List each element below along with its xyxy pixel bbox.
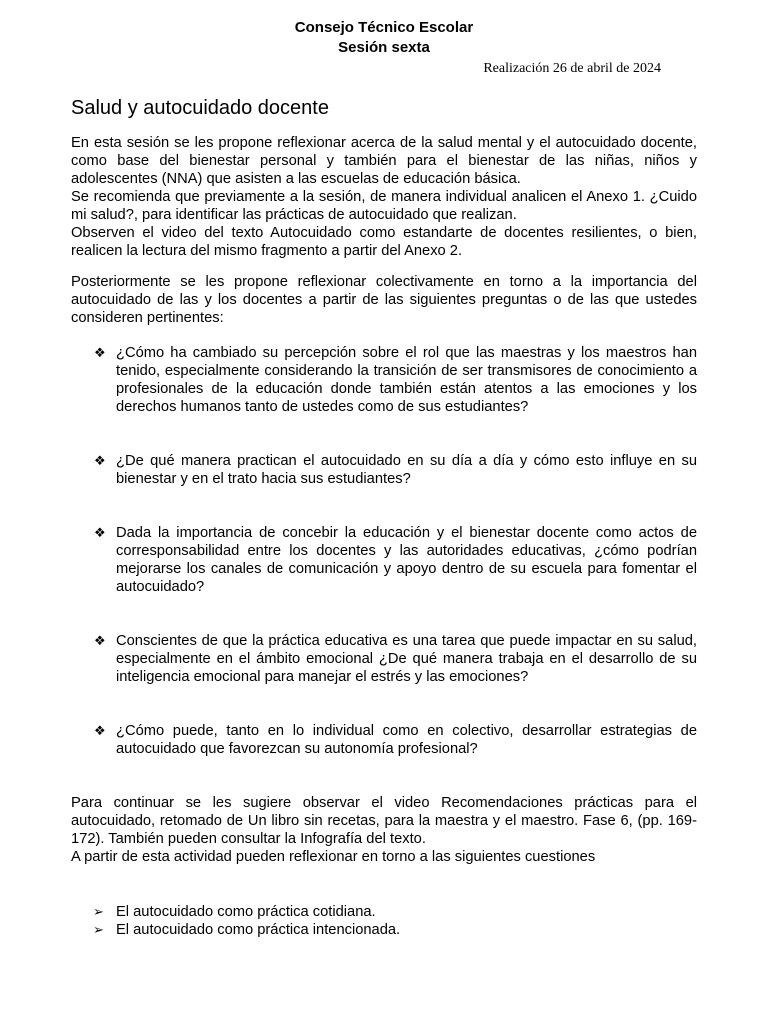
session-date: Realización 26 de abril de 2024 <box>483 61 661 76</box>
question-text: ¿De qué manera practican el autocuidado en su día a día y cómo esto influye en su bienestar y en el trato hacia sus estudiantes? <box>116 453 697 487</box>
intro-paragraph-2: Se recomienda que previamente a la sesión, de manera individual analicen el Anexo 1. ¿Cuido mi salud?, para identificar las prácticas de autocuidado que realizan. <box>71 189 697 223</box>
question-list <box>71 344 697 758</box>
closing-section <box>71 794 697 866</box>
intro-paragraph-3: Observen el video del texto Autocuidado como estandarte de docentes resilientes, o bien, realicen la lectura del mismo fragmento a partir del Anexo 2. <box>71 225 697 259</box>
document-page <box>71 18 697 939</box>
arrow-bullet-icon: ➢ <box>93 904 104 919</box>
diamond-bullet-icon: ❖ <box>94 633 106 648</box>
reflection-intro-paragraph: Posteriormente se les propone reflexionar colectivamente en torno a la importancia del autocuidado de las y los docentes a partir de las siguientes preguntas o de las que ustedes consideren pertinentes: <box>71 274 697 326</box>
diamond-bullet-icon: ❖ <box>94 723 106 738</box>
question-item <box>71 632 697 686</box>
diamond-bullet-icon: ❖ <box>94 453 106 468</box>
topic-item <box>71 921 697 939</box>
diamond-bullet-icon: ❖ <box>94 345 106 360</box>
topic-text: El autocuidado como práctica intencionada. <box>116 922 401 938</box>
question-text: Dada la importancia de concebir la educación y el bienestar docente como actos de corresponsabilidad entre los docentes y las autoridades educativas, ¿cómo podrían mejorarse los canales de comunicación y apoyo dentro de su escuela para fomentar el autocuidado? <box>116 525 697 595</box>
topic-item <box>71 903 697 921</box>
arrow-bullet-icon: ➢ <box>93 922 104 937</box>
question-item <box>71 452 697 488</box>
header-council-title: Consejo Técnico Escolar <box>294 19 474 36</box>
topic-text: El autocuidado como práctica cotidiana. <box>116 904 376 920</box>
header-session-title: Sesión sexta <box>338 39 430 56</box>
diamond-bullet-icon: ❖ <box>94 525 106 540</box>
closing-paragraph-1: Para continuar se les sugiere observar el video Recomendaciones prácticas para el autocuidado, retomado de Un libro sin recetas, para la maestra y el maestro. Fase 6, (pp. 169-172). También pueden consultar la Infografía del texto. <box>71 795 697 847</box>
question-item <box>71 344 697 416</box>
page-title: Salud y autocuidado docente <box>71 97 329 119</box>
intro-section <box>71 134 697 260</box>
document-header <box>71 18 697 58</box>
topic-list <box>71 903 697 939</box>
question-text: ¿Cómo puede, tanto en lo individual como en colectivo, desarrollar estrategias de autocuidado que favorezcan su autonomía profesional? <box>116 723 697 757</box>
closing-paragraph-2: A partir de esta actividad pueden reflexionar en torno a las siguientes cuestiones <box>71 849 596 865</box>
question-text: ¿Cómo ha cambiado su percepción sobre el rol que las maestras y los maestros han tenido, especialmente considerando la transición de ser transmisores de conocimiento a profesionales de la educación donde también están atentos a las emociones y los derechos humanos tanto de ustedes como de sus estudiantes? <box>116 345 697 415</box>
intro-paragraph-1: En esta sesión se les propone reflexionar acerca de la salud mental y el autocuidado docente, como base del bienestar personal y también para el bienestar de las niñas, niños y adolescentes (NNA) que asisten a las escuelas de educación básica. <box>71 135 697 187</box>
question-text: Conscientes de que la práctica educativa es una tarea que puede impactar en su salud, especialmente en el ámbito emocional ¿De qué manera trabaja en el desarrollo de su inteligencia emocional para manejar el estrés y las emociones? <box>116 633 697 685</box>
question-item <box>71 524 697 596</box>
question-item <box>71 722 697 758</box>
